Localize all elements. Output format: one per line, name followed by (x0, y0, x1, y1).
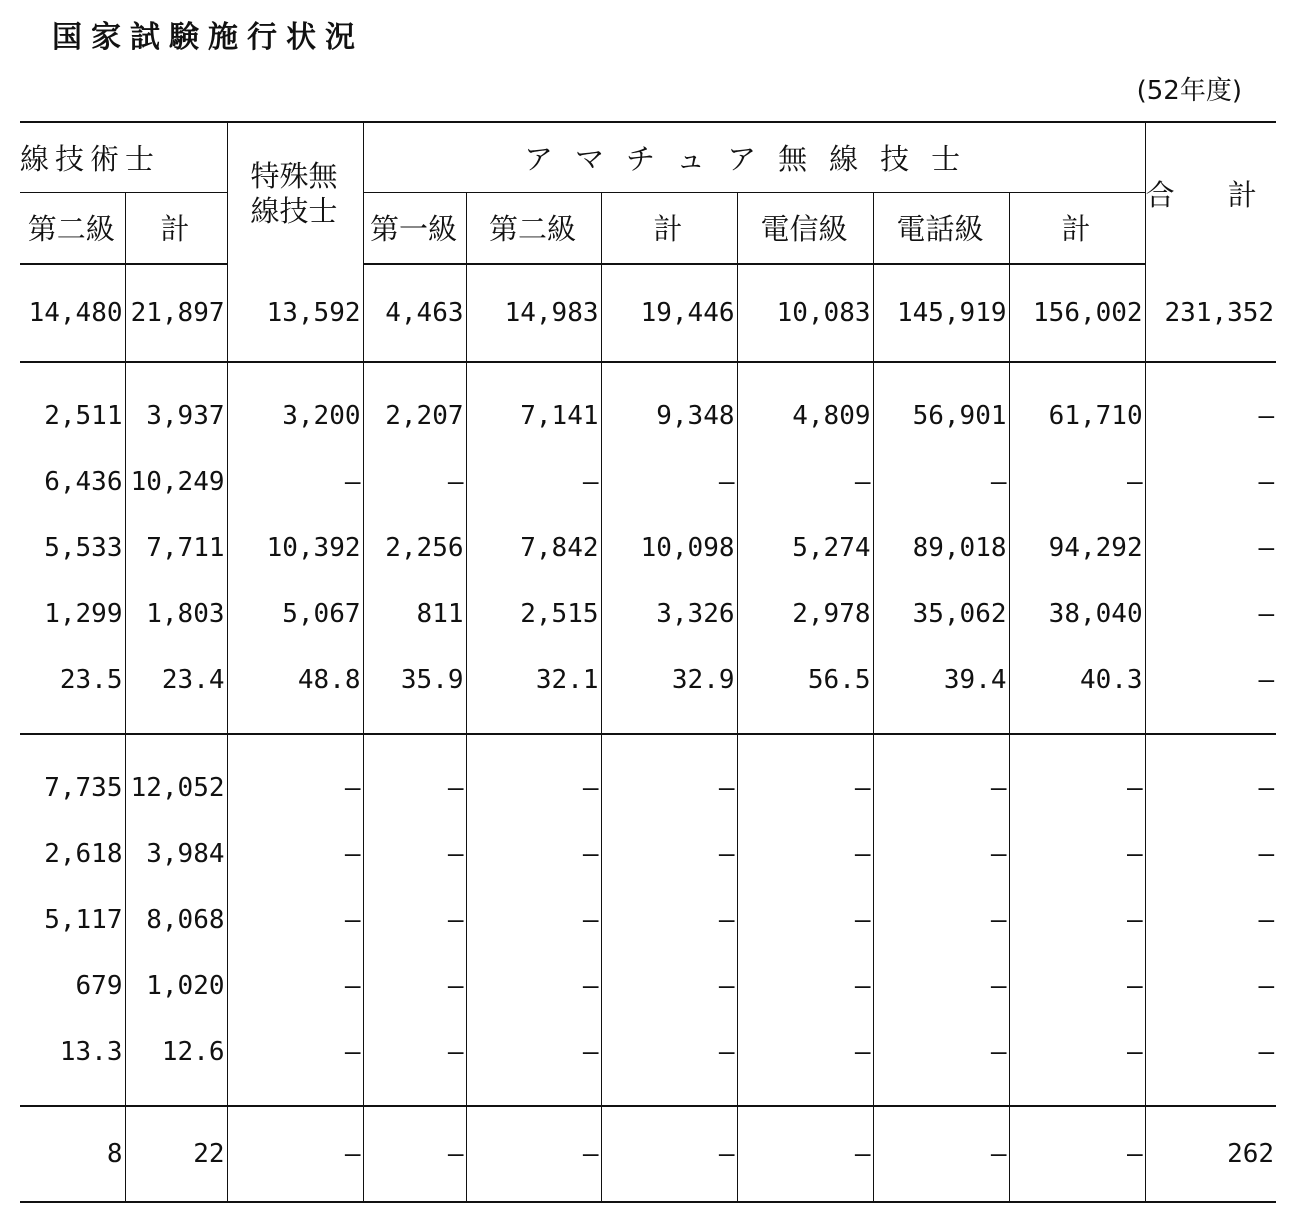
table-cell: — (227, 1019, 363, 1085)
table-cell: 2,978 (737, 581, 873, 647)
table-cell: — (363, 953, 466, 1019)
table-cell: — (737, 449, 873, 515)
table-cell: 1,803 (125, 581, 227, 647)
table-cell: — (227, 953, 363, 1019)
table-cell: 13,592 (227, 264, 363, 362)
table-cell: 94,292 (1009, 515, 1145, 581)
table-row (20, 1106, 1276, 1202)
table-cell: — (466, 755, 601, 821)
header-am-subtotal: 計 (601, 192, 737, 264)
table-cell: — (363, 821, 466, 887)
table-cell: — (1258, 401, 1275, 431)
table-cell: 9,348 (601, 383, 737, 449)
table-cell: 12,052 (125, 755, 227, 821)
table-cell: — (363, 755, 466, 821)
table-cell: 39.4 (873, 647, 1009, 713)
table-row (20, 581, 1276, 647)
table-cell: — (227, 887, 363, 953)
table-cell: — (601, 821, 737, 887)
header-total: 合 計 (1145, 122, 1276, 264)
table-cell: 7,842 (466, 515, 601, 581)
table-row (20, 821, 1276, 887)
table-cell: — (1009, 1106, 1145, 1202)
table-cell: 7,141 (466, 383, 601, 449)
table-cell: 40.3 (1009, 647, 1145, 713)
table-cell: — (601, 755, 737, 821)
table-cell: — (466, 953, 601, 1019)
table-cell: — (363, 1106, 466, 1202)
table-cell: 35,062 (873, 581, 1009, 647)
table-cell: 48.8 (227, 647, 363, 713)
header-am-first: 第一級 (363, 192, 466, 264)
fiscal-year: (52年度) (1136, 76, 1242, 106)
table-cell: 56.5 (737, 647, 873, 713)
table-cell: — (363, 887, 466, 953)
table-cell: — (1258, 839, 1275, 869)
table-cell: 23.5 (20, 647, 125, 713)
table-cell: — (601, 1019, 737, 1085)
table-cell: — (873, 953, 1009, 1019)
table-row (20, 755, 1276, 821)
table-cell: 2,515 (466, 581, 601, 647)
table-cell: — (737, 1106, 873, 1202)
header-am-total: 計 (1009, 192, 1145, 264)
table-cell: — (466, 887, 601, 953)
table-cell: — (363, 1019, 466, 1085)
table-cell: 1,020 (125, 953, 227, 1019)
table-cell: — (1258, 773, 1275, 803)
header-am-telegraph: 電信級 (737, 192, 873, 264)
table-cell: 32.9 (601, 647, 737, 713)
table-cell: — (737, 1019, 873, 1085)
table-cell: 3,984 (125, 821, 227, 887)
table-cell: — (466, 1019, 601, 1085)
table-cell: — (737, 953, 873, 1019)
table-cell: 811 (363, 581, 466, 647)
table-cell: — (601, 449, 737, 515)
table-cell: 4,809 (737, 383, 873, 449)
table-cell: 231,352 (1145, 264, 1276, 362)
table-cell: 7,711 (125, 515, 227, 581)
table-cell: — (1009, 755, 1145, 821)
table-cell: — (1258, 665, 1275, 695)
table-cell: 38,040 (1009, 581, 1145, 647)
header-group1: 線技術士 (20, 122, 227, 192)
table-row (20, 449, 1276, 515)
table-cell: 35.9 (363, 647, 466, 713)
table-cell: — (227, 1106, 363, 1202)
table-cell: — (1258, 467, 1275, 497)
header-amateur: アマチュア無線技士 (363, 122, 1145, 192)
table-cell: 10,392 (227, 515, 363, 581)
header-g1-second: 第二級 (20, 192, 125, 264)
table-cell: 679 (20, 953, 125, 1019)
table-cell: 5,533 (20, 515, 125, 581)
page-title: 国家試験施行状況 (52, 20, 364, 55)
table-cell: 2,207 (363, 383, 466, 449)
table-cell: 21,897 (125, 264, 227, 362)
table-row (20, 647, 1276, 713)
table-cell: 156,002 (1009, 264, 1145, 362)
table-cell: 6,436 (20, 449, 125, 515)
table-row (20, 515, 1276, 581)
table-cell: — (873, 887, 1009, 953)
table-cell: — (873, 755, 1009, 821)
table-cell: 8,068 (125, 887, 227, 953)
table-cell: — (1009, 449, 1145, 515)
table-cell: 61,710 (1009, 383, 1145, 449)
table-cell: 4,463 (363, 264, 466, 362)
table-cell: — (227, 755, 363, 821)
table-row (20, 953, 1276, 1019)
header-am-telephone: 電話級 (873, 192, 1009, 264)
table-cell: 19,446 (601, 264, 737, 362)
table-cell: 262 (1145, 1106, 1276, 1202)
table-cell: 22 (125, 1106, 227, 1202)
table-cell: 2,511 (20, 383, 125, 449)
table-cell: — (873, 449, 1009, 515)
table-row (20, 887, 1276, 953)
header-special: 特殊無 線技士 (227, 122, 363, 264)
table-cell: 3,200 (227, 383, 363, 449)
table-cell: 12.6 (125, 1019, 227, 1085)
table-cell: — (1009, 953, 1145, 1019)
table-row (20, 383, 1276, 449)
table-cell: — (1258, 599, 1275, 629)
table-cell: 13.3 (20, 1019, 125, 1085)
table-cell: — (1258, 905, 1275, 935)
table-cell: — (466, 821, 601, 887)
table-cell: 8 (20, 1106, 125, 1202)
table-cell: — (873, 1106, 1009, 1202)
table-cell: 14,480 (20, 264, 125, 362)
header-g1-total: 計 (125, 192, 227, 264)
table-cell: 2,256 (363, 515, 466, 581)
table-cell: 7,735 (20, 755, 125, 821)
table-cell: — (1009, 821, 1145, 887)
table-cell: 14,983 (466, 264, 601, 362)
table-cell: — (466, 449, 601, 515)
table-cell: — (1258, 1037, 1275, 1067)
exam-statistics-table (20, 121, 1279, 1203)
table-cell: 5,274 (737, 515, 873, 581)
table-cell: 5,067 (227, 581, 363, 647)
header-am-second: 第二級 (466, 192, 601, 264)
table-cell: — (737, 755, 873, 821)
table-cell: 1,299 (20, 581, 125, 647)
table-cell: — (363, 449, 466, 515)
table-cell: — (873, 821, 1009, 887)
table-row (20, 264, 1276, 362)
table-cell: 5,117 (20, 887, 125, 953)
table-cell: 23.4 (125, 647, 227, 713)
table-cell: — (601, 887, 737, 953)
table-cell: — (737, 887, 873, 953)
table-cell: — (1258, 971, 1275, 1001)
table-cell: 3,326 (601, 581, 737, 647)
table-cell: — (601, 953, 737, 1019)
table-cell: — (227, 449, 363, 515)
table-cell: 32.1 (466, 647, 601, 713)
table-cell: — (1009, 1019, 1145, 1085)
table-cell: 10,098 (601, 515, 737, 581)
table-cell: 145,919 (873, 264, 1009, 362)
table-cell: — (466, 1106, 601, 1202)
table-cell: — (737, 821, 873, 887)
table-cell: 10,249 (125, 449, 227, 515)
table-cell: — (227, 821, 363, 887)
table-cell: — (1009, 887, 1145, 953)
table-cell: 89,018 (873, 515, 1009, 581)
table-cell: — (1258, 533, 1275, 563)
table-row (20, 1019, 1276, 1085)
table-cell: 2,618 (20, 821, 125, 887)
table-cell: — (601, 1106, 737, 1202)
table-cell: 56,901 (873, 383, 1009, 449)
table-cell: 10,083 (737, 264, 873, 362)
table-cell: 3,937 (125, 383, 227, 449)
table-cell: — (873, 1019, 1009, 1085)
